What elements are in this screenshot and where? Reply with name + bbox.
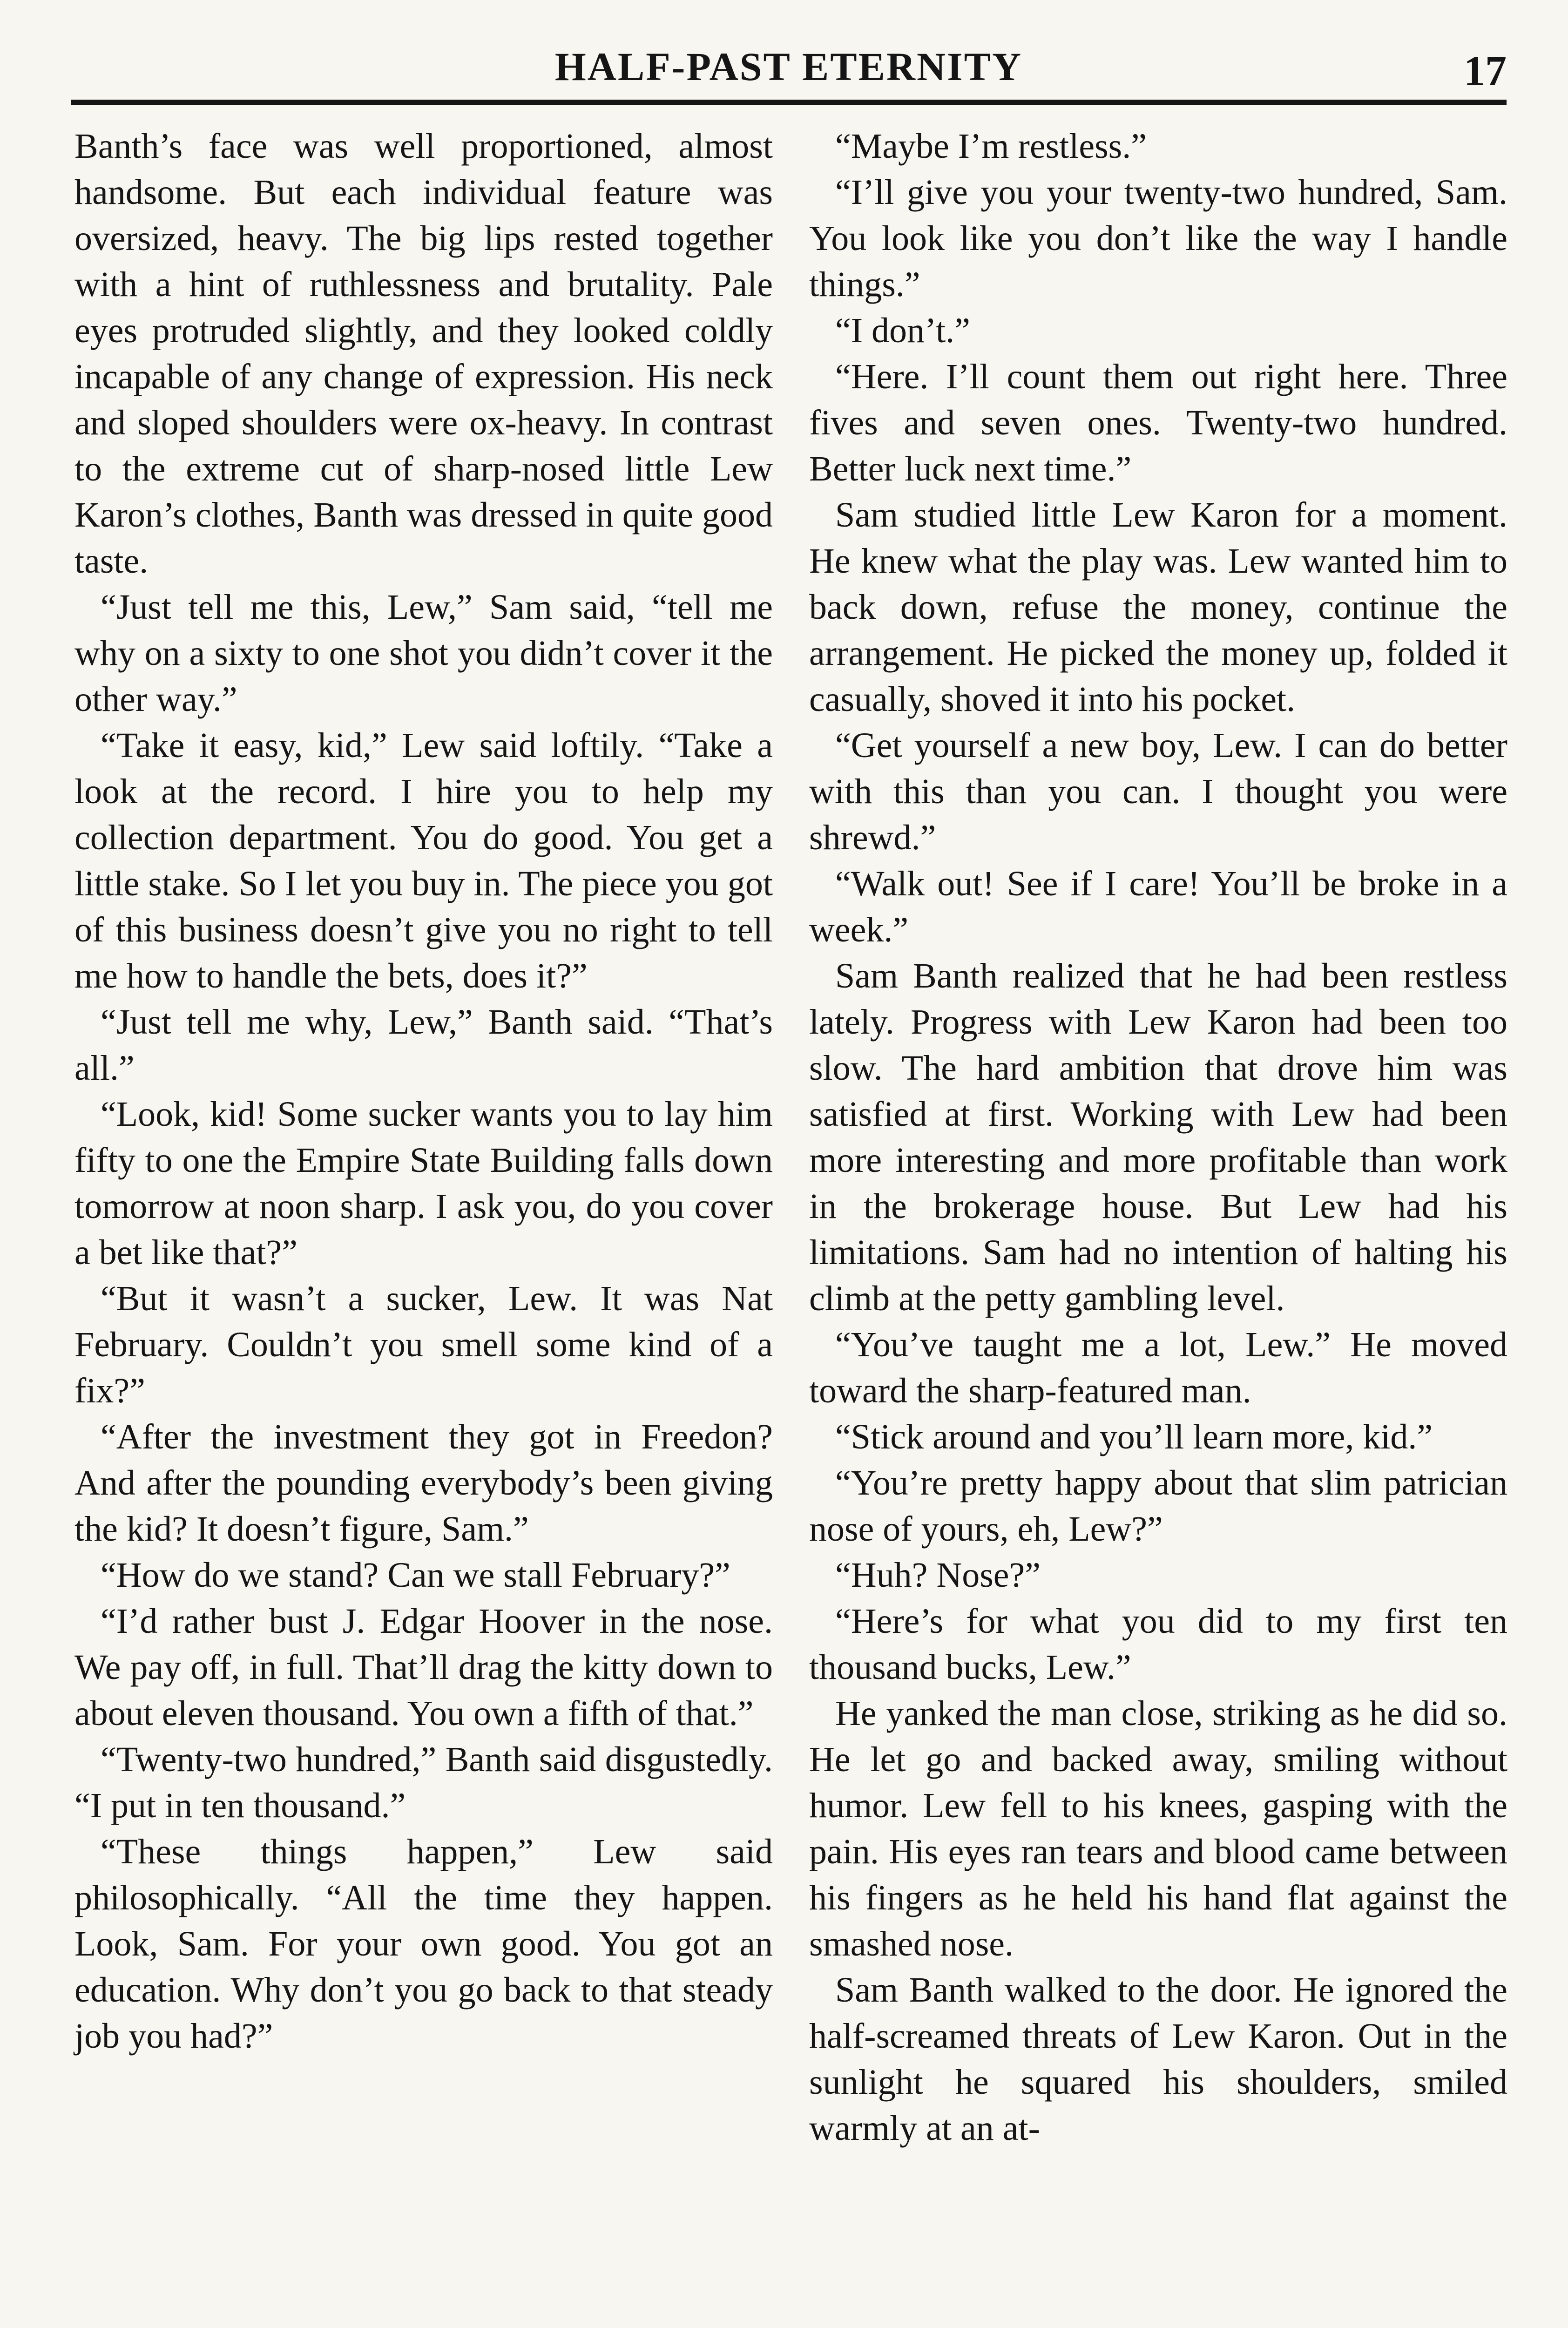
- page-number: 17: [1464, 47, 1507, 95]
- paragraph: Banth’s face was well proportioned, almost handsome. But each individual feature was oversized, heavy. The big lips rested together with a hint of ruthlessness and brutality. Pale eyes protruded slightly, and they looked coldly incapable of any change of expression. His neck and sloped shoulders were ox-heavy. In contrast to the extreme cut of sharp-nosed little Lew Karon’s clothes, Banth was dressed in quite good taste.: [74, 127, 773, 581]
- paragraph: “Twenty-two hundred,” Banth said disgustedly. “I put in ten thousand.”: [74, 1740, 773, 1825]
- page-header: [71, 43, 1507, 113]
- paragraph: “Look, kid! Some sucker wants you to lay him fifty to one the Empire State Building falls down tomorrow at noon sharp. I ask you, do you cover a bet like that?”: [74, 1095, 773, 1272]
- paragraph: “After the investment they got in Freedon? And after the pounding everybody’s been giving the kid? It doesn’t figure, Sam.”: [74, 1417, 773, 1549]
- paragraph: “Stick around and you’ll learn more, kid.”: [835, 1417, 1433, 1456]
- paragraph: “You’ve taught me a lot, Lew.” He moved toward the sharp-featured man.: [809, 1325, 1507, 1410]
- paragraph: “I’d rather bust J. Edgar Hoover in the nose. We pay off, in full. That’ll drag the kitty down to about eleven thousand. You own a fifth of that.”: [74, 1602, 773, 1733]
- paragraph: “I don’t.”: [835, 311, 970, 350]
- right-column: [809, 123, 1507, 2152]
- paragraph: Sam Banth walked to the door. He ignored the half-screamed threats of Lew Karon. Out in the sunlight he squared his shoulders, smiled warmly at an at-: [809, 1970, 1507, 2148]
- paragraph: “Maybe I’m restless.”: [835, 127, 1147, 166]
- paragraph: Sam Banth realized that he had been restless lately. Progress with Lew Karon had been too slow. The hard ambition that drove him was satisfied at first. Working with Lew had been more interesting and more profitable than work in the brokerage house. But Lew had his limitations. Sam had no intention of halting his climb at the petty gambling level.: [809, 956, 1507, 1318]
- paragraph: “Just tell me why, Lew,” Banth said. “That’s all.”: [74, 1002, 773, 1088]
- paragraph: “Huh? Nose?”: [835, 1556, 1041, 1595]
- paragraph: “These things happen,” Lew said philosophically. “All the time they happen. Look, Sam. For your own good. You got an education. Why don’t you go back to that steady job you had?”: [74, 1832, 773, 2056]
- left-column: [74, 123, 773, 2059]
- paragraph: “Here. I’ll count them out right here. Three fives and seven ones. Twenty-two hundred. Better luck next time.”: [809, 357, 1507, 488]
- paragraph: Sam studied little Lew Karon for a moment. He knew what the play was. Lew wanted him to back down, refuse the money, continue the arrangement. He picked the money up, folded it casually, shoved it into his pocket.: [809, 495, 1507, 719]
- paragraph: “I’ll give you your twenty-two hundred, Sam. You look like you don’t like the way I handle things.”: [809, 173, 1507, 304]
- paragraph: “You’re pretty happy about that slim patrician nose of yours, eh, Lew?”: [809, 1463, 1507, 1549]
- running-title: HALF-PAST ETERNITY: [554, 44, 1023, 89]
- paragraph: “Take it easy, kid,” Lew said loftily. “Take a look at the record. I hire you to help my collection department. You do good. You get a little stake. So I let you buy in. The piece you got of this business doesn’t give you no right to tell me how to handle the bets, does it?”: [74, 726, 773, 995]
- paragraph: “Get yourself a new boy, Lew. I can do better with this than you can. I thought you were shrewd.”: [809, 726, 1507, 857]
- paragraph: “Walk out! See if I care! You’ll be broke in a week.”: [809, 864, 1507, 949]
- paragraph: “Here’s for what you did to my first ten thousand bucks, Lew.”: [809, 1602, 1507, 1687]
- paragraph: He yanked the man close, striking as he did so. He let go and backed away, smiling without humor. Lew fell to his knees, gasping with the pain. His eyes ran tears and blood came between his fingers as he held his hand flat against the smashed nose.: [809, 1694, 1507, 1963]
- header-rule: [71, 100, 1507, 105]
- paragraph: “But it wasn’t a sucker, Lew. It was Nat February. Couldn’t you smell some kind of a fix?”: [74, 1279, 773, 1410]
- paragraph: “How do we stand? Can we stall February?”: [101, 1556, 730, 1595]
- paragraph: “Just tell me this, Lew,” Sam said, “tell me why on a sixty to one shot you didn’t cover it the other way.”: [74, 588, 773, 719]
